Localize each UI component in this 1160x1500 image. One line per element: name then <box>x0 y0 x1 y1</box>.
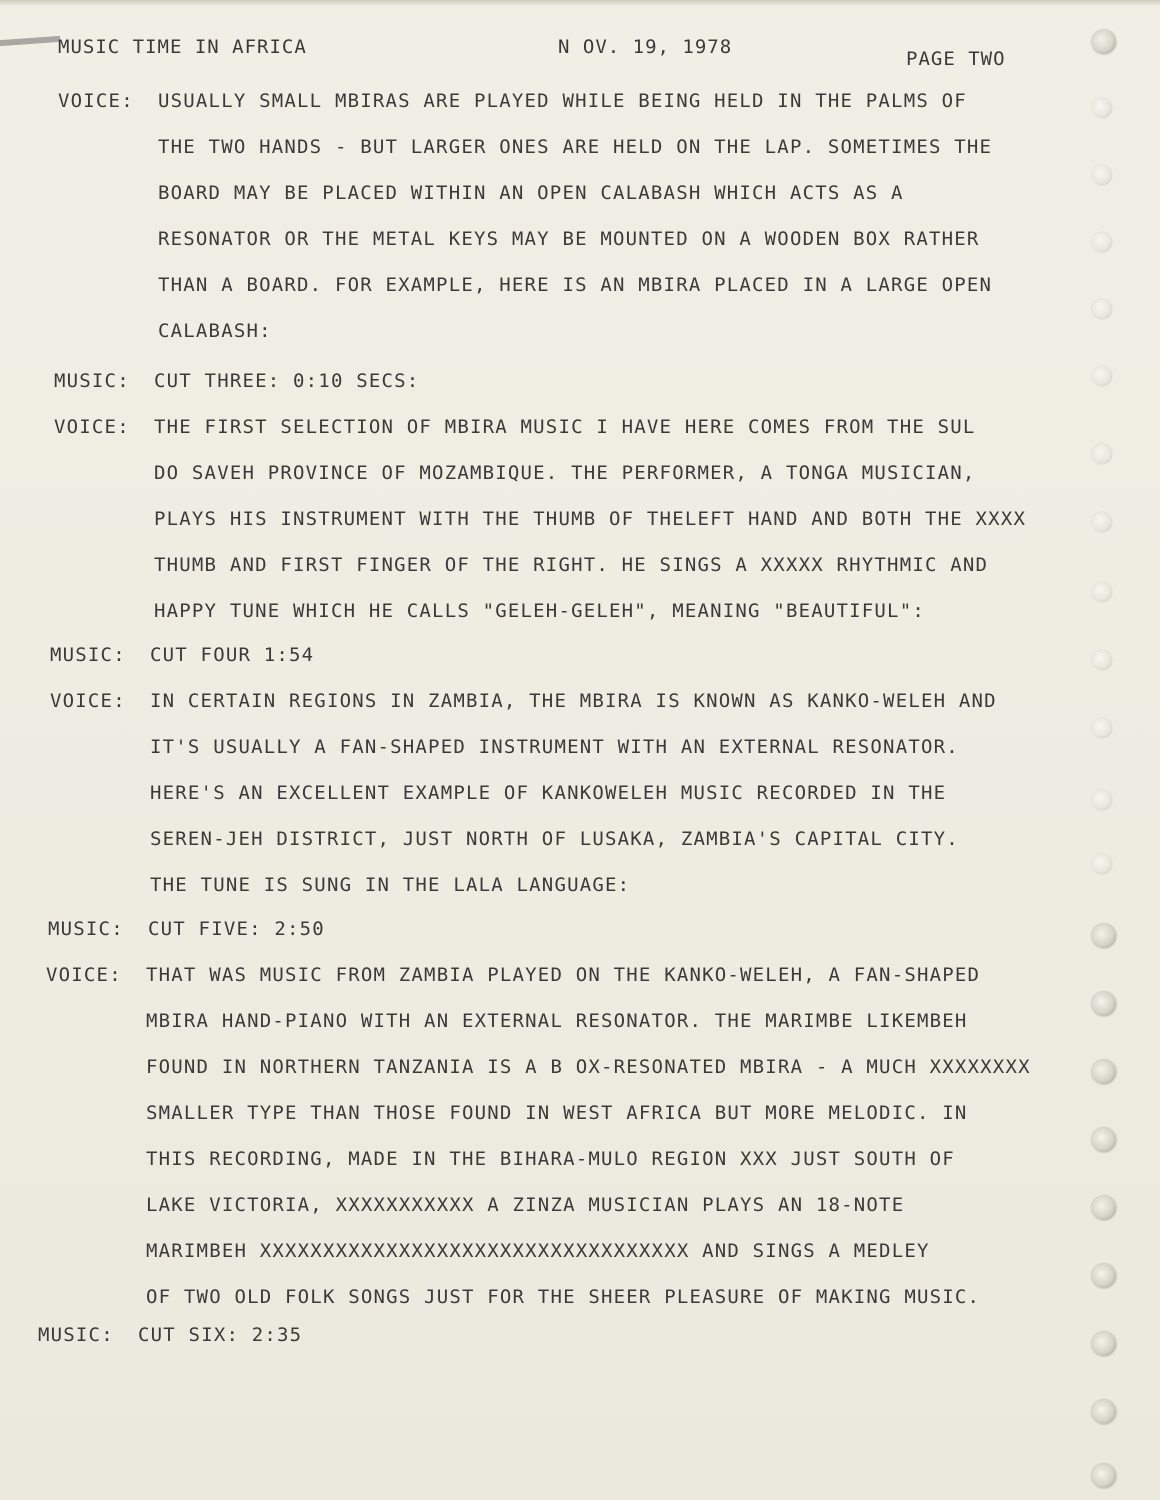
feed-hole <box>1092 854 1112 874</box>
cue-text <box>150 632 1090 678</box>
script-line: RESONATOR OR THE METAL KEYS MAY BE MOUNTED ON A WOODEN BOX RATHER <box>158 228 980 250</box>
script-text <box>158 78 1098 354</box>
script-line: CUT FOUR 1:54 <box>150 644 315 666</box>
feed-hole <box>1092 650 1112 670</box>
feed-hole <box>1092 790 1112 810</box>
feed-hole <box>1092 924 1116 948</box>
feed-hole <box>1092 232 1112 252</box>
broadcast-date: N OV. 19, 1978 <box>558 36 733 58</box>
cue-text <box>154 358 1094 404</box>
feed-hole <box>1092 582 1112 602</box>
feed-hole <box>1092 512 1112 532</box>
speaker-label: VOICE: <box>50 690 126 712</box>
feed-hole <box>1092 165 1112 185</box>
script-line: IN CERTAIN REGIONS IN ZAMBIA, THE MBIRA IS KNOWN AS KANKO-WELEH AND <box>150 690 997 712</box>
script-line: CALABASH: <box>158 320 272 342</box>
feed-hole <box>1092 30 1116 54</box>
script-line: SEREN-JEH DISTRICT, JUST NORTH OF LUSAKA, ZAMBIA'S CAPITAL CITY. <box>150 828 959 850</box>
script-line: THAT WAS MUSIC FROM ZAMBIA PLAYED ON THE KANKO-WELEH, A FAN-SHAPED <box>146 964 981 986</box>
feed-hole <box>1092 1196 1116 1220</box>
feed-hole <box>1092 1464 1116 1488</box>
script-line: HERE'S AN EXCELLENT EXAMPLE OF KANKOWELEH MUSIC RECORDED IN THE <box>150 782 947 804</box>
script-line: HAPPY TUNE WHICH HE CALLS "GELEH-GELEH", MEANING "BEAUTIFUL": <box>154 600 925 622</box>
feed-hole <box>1092 1400 1116 1424</box>
script-text <box>154 404 1094 634</box>
script-line: SMALLER TYPE THAN THOSE FOUND IN WEST AFRICA BUT MORE MELODIC. IN <box>146 1102 968 1124</box>
script-line: USUALLY SMALL MBIRAS ARE PLAYED WHILE BEING HELD IN THE PALMS OF <box>158 90 967 112</box>
script-line: THE FIRST SELECTION OF MBIRA MUSIC I HAVE HERE COMES FROM THE SUL <box>154 416 976 438</box>
script-text <box>146 952 1086 1320</box>
feed-hole <box>1092 1264 1116 1288</box>
script-line: FOUND IN NORTHERN TANZANIA IS A B OX-RESONATED MBIRA - A MUCH XXXXXXXX <box>146 1056 1031 1078</box>
cue-text <box>138 1312 1078 1358</box>
script-line: THE TWO HANDS - BUT LARGER ONES ARE HELD ON THE LAP. SOMETIMES THE <box>158 136 993 158</box>
script-line: PLAYS HIS INSTRUMENT WITH THE THUMB OF THELEFT HAND AND BOTH THE XXXX <box>154 508 1027 530</box>
feed-hole <box>1092 299 1112 319</box>
feed-hole <box>1092 366 1112 386</box>
page-header <box>58 36 1058 68</box>
feed-hole <box>1092 1060 1116 1084</box>
page-top-edge <box>0 0 1160 6</box>
script-line: CUT SIX: 2:35 <box>138 1324 303 1346</box>
script-line: CUT THREE: 0:10 SECS: <box>154 370 420 392</box>
script-line: MARIMBEH XXXXXXXXXXXXXXXXXXXXXXXXXXXXXXXXXX AND SINGS A MEDLEY <box>146 1240 930 1262</box>
script-line: THE TUNE IS SUNG IN THE LALA LANGUAGE: <box>150 874 631 896</box>
feed-hole <box>1092 444 1112 464</box>
program-title: MUSIC TIME IN AFRICA <box>58 36 307 58</box>
feed-hole <box>1092 98 1112 118</box>
feed-hole <box>1092 718 1112 738</box>
speaker-label: MUSIC: <box>48 918 124 940</box>
script-line: LAKE VICTORIA, XXXXXXXXXXX A ZINZA MUSICIAN PLAYS AN 18-NOTE <box>146 1194 905 1216</box>
script-line: MBIRA HAND-PIANO WITH AN EXTERNAL RESONATOR. THE MARIMBE LIKEMBEH <box>146 1010 968 1032</box>
cue-text <box>148 906 1088 952</box>
script-text <box>150 678 1090 908</box>
speaker-label: VOICE: <box>46 964 122 986</box>
script-line: DO SAVEH PROVINCE OF MOZAMBIQUE. THE PERFORMER, A TONGA MUSICIAN, <box>154 462 976 484</box>
speaker-label: MUSIC: <box>38 1324 114 1346</box>
script-line: CUT FIVE: 2:50 <box>148 918 325 940</box>
script-line: BOARD MAY BE PLACED WITHIN AN OPEN CALABASH WHICH ACTS AS A <box>158 182 904 204</box>
script-line: OF TWO OLD FOLK SONGS JUST FOR THE SHEER PLEASURE OF MAKING MUSIC. <box>146 1286 981 1308</box>
speaker-label: VOICE: <box>58 90 134 112</box>
script-line: THIS RECORDING, MADE IN THE BIHARA-MULO REGION XXX JUST SOUTH OF <box>146 1148 955 1170</box>
feed-hole <box>1092 1128 1116 1152</box>
page-tear-mark <box>0 36 60 46</box>
speaker-label: MUSIC: <box>50 644 126 666</box>
speaker-label: VOICE: <box>54 416 130 438</box>
feed-hole <box>1092 1332 1116 1356</box>
feed-hole <box>1092 992 1116 1016</box>
tractor-feed-holes <box>1092 20 1132 1500</box>
page-number: PAGE TWO <box>906 48 1006 70</box>
speaker-label: MUSIC: <box>54 370 130 392</box>
script-line: THAN A BOARD. FOR EXAMPLE, HERE IS AN MBIRA PLACED IN A LARGE OPEN <box>158 274 993 296</box>
script-line: IT'S USUALLY A FAN-SHAPED INSTRUMENT WITH AN EXTERNAL RESONATOR. <box>150 736 959 758</box>
script-line: THUMB AND FIRST FINGER OF THE RIGHT. HE SINGS A XXXXX RHYTHMIC AND <box>154 554 989 576</box>
